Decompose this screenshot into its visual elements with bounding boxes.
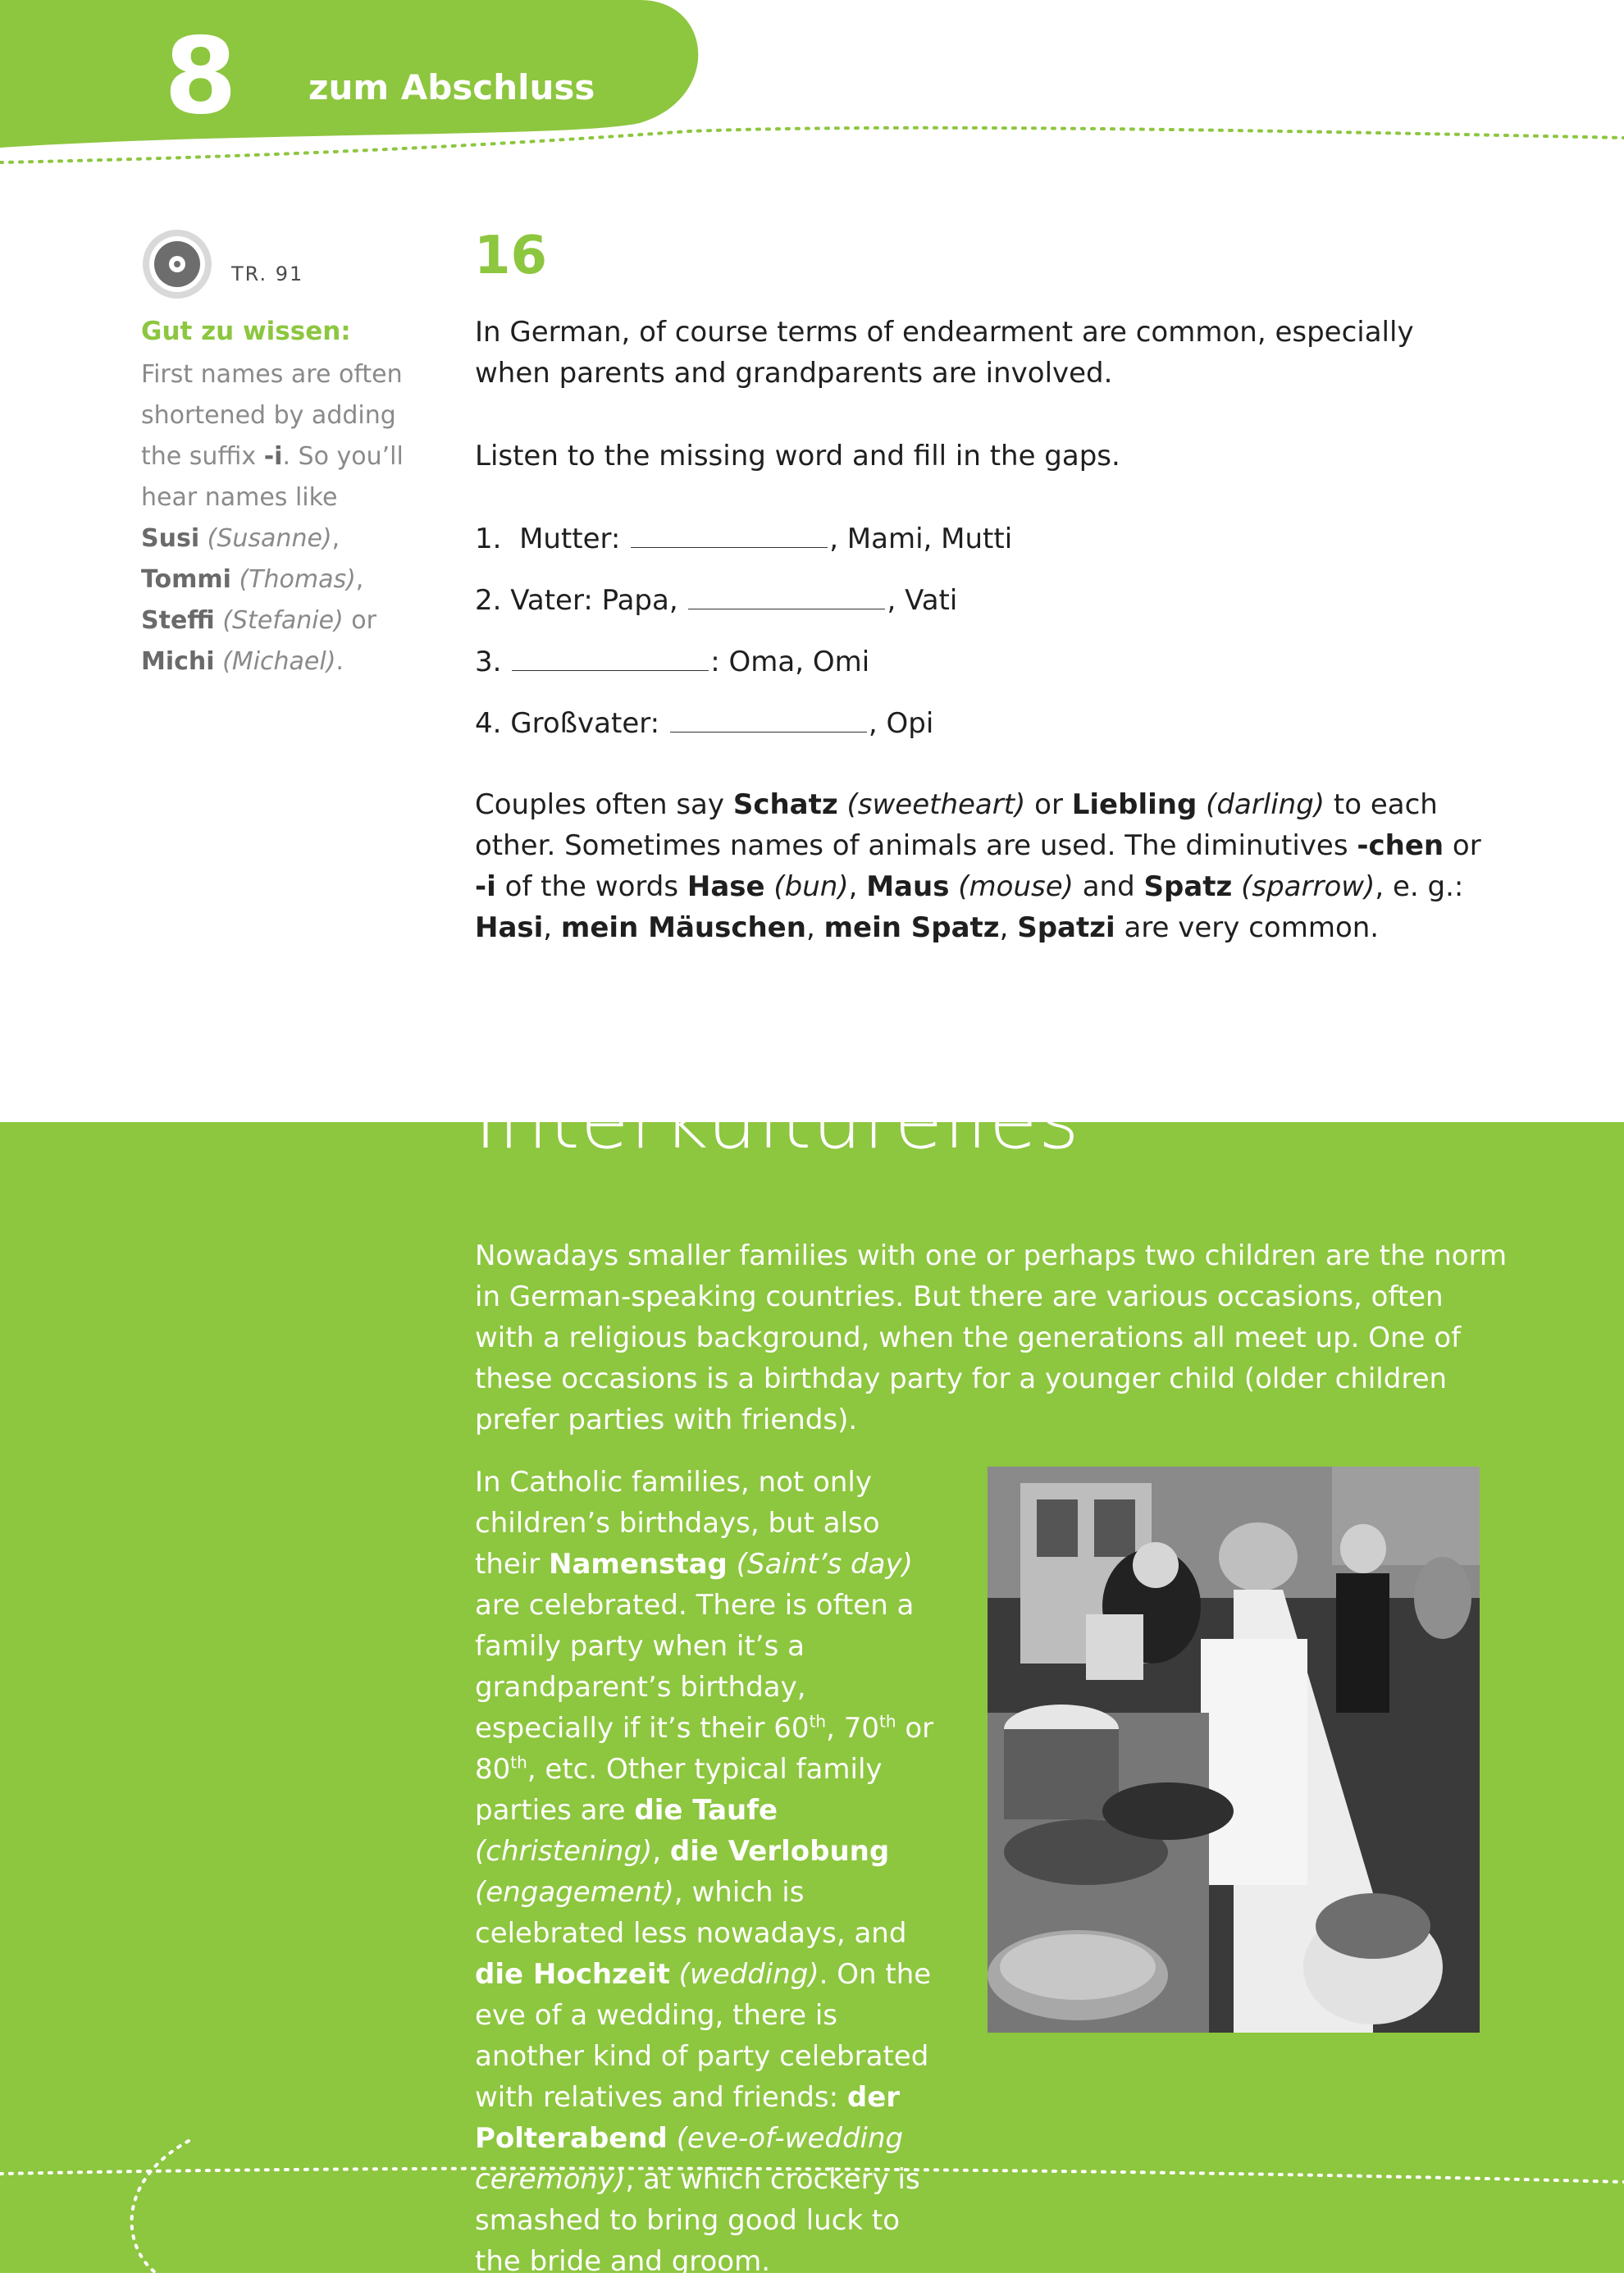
fill-gap-4[interactable] xyxy=(670,702,867,733)
gap-item-4: 4. Großvater: , Opi xyxy=(475,702,933,744)
catholic-paragraph: In Catholic families, not only children’s birthdays, but also their Namenstag (Saint’s day) are celebrated. There is often a family party when it’s a grandparent’s birthday, especially if it’s their 60th, 70th or 80th, etc. Other typical family parties are die Taufe (christening), die Verlobung (engagement), which is celebrated less nowadays, and die Hochzeit (wedding). On the eve of a wedding, there is another kind of party celebrated with relatives and friends: der Polterabend (eve-of-wedding ceremony), at which crockery is smashed to bring good luck to the bride and groom. xyxy=(475,1466,934,2278)
footer-decoration xyxy=(0,2116,1624,2273)
chapter-number: 8 xyxy=(164,16,238,138)
family-paragraph: Nowadays smaller families with one or perhaps two children are the norm in German-speaking countries. But there are various occasions, often with a religious background, when the generations all meet up. One of these occasions is a birthday party for a younger child (older children prefer parties with friends). xyxy=(475,1239,1508,1436)
chapter-title: zum Abschluss xyxy=(308,67,595,107)
fill-gap-3[interactable] xyxy=(512,641,709,671)
fill-gap-2[interactable] xyxy=(688,579,885,609)
sidebar-heading: Gut zu wissen: xyxy=(141,317,351,346)
couples-paragraph: Couples often say Schatz (sweetheart) or Liebling (darling) to each other. Sometimes names of animals are used. The diminutives -chen or -i of the words Hase (bun), Maus (mouse) and Spatz (sparrow), e. g.: Hasi, mein Mäuschen, mein Spatz, Spatzi are very common. xyxy=(475,788,1481,944)
gap-item-3: 3. : Oma, Omi xyxy=(475,641,869,682)
header-band xyxy=(0,0,1624,172)
gap-item-1: 1. Mutter: , Mami, Mutti xyxy=(475,518,1012,559)
track-number: TR. 91 xyxy=(231,262,304,285)
fill-gap-1[interactable] xyxy=(631,518,828,548)
cd-icon[interactable] xyxy=(141,228,213,300)
section-title: Interkulturelles xyxy=(474,1075,1080,1166)
wedding-cake-photo xyxy=(988,1467,1480,2033)
gap-item-2: 2. Vater: Papa, , Vati xyxy=(475,579,957,621)
interkulturelles-section xyxy=(0,1075,1624,2278)
exercise-number: 16 xyxy=(474,226,548,286)
sidebar-note: First names are often shortened by adding the suffix -i. So you’ll hear names like Susi (Susanne), Tommi (Thomas), Steffi (Stefanie) or Michi (Michael). xyxy=(141,360,404,676)
exercise-intro: In German, of course terms of endearment are common, especially when parents and grandparents are involved. xyxy=(475,316,1414,390)
exercise-instruction: Listen to the missing word and fill in the gaps. xyxy=(475,440,1120,472)
